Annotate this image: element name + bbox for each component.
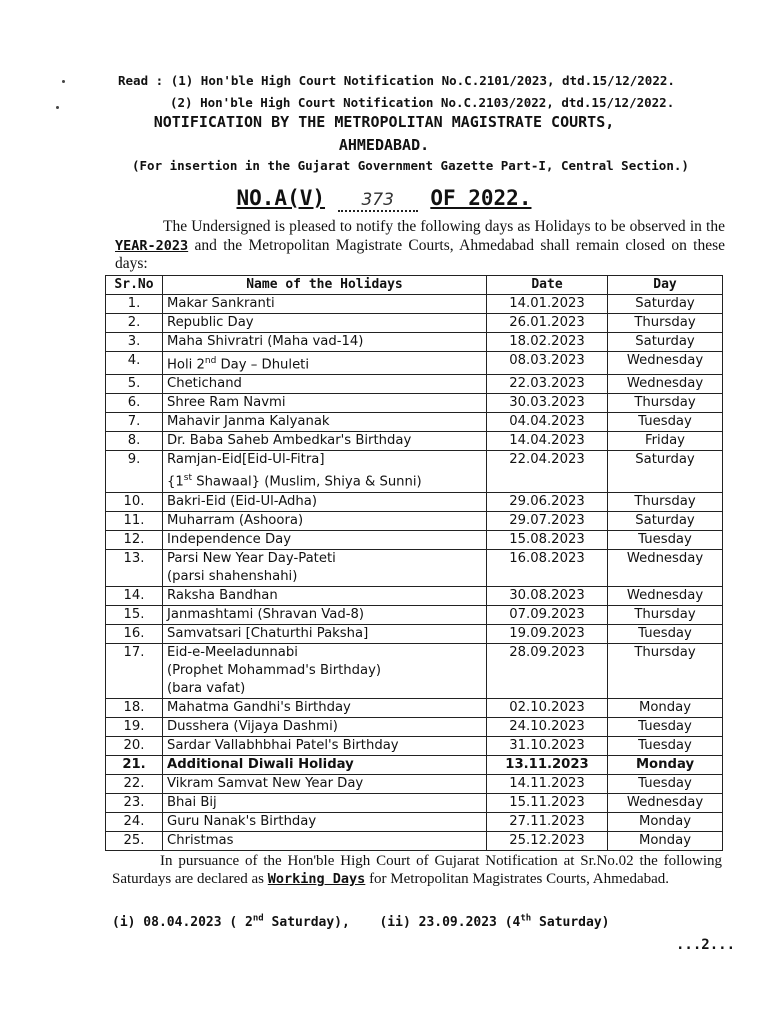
cell-sr-no: 12. xyxy=(106,530,163,549)
cell-day: Saturday xyxy=(608,295,723,314)
gazette-insertion-note: (For insertion in the Gujarat Government Gazette Part-I, Central Section.) xyxy=(132,158,689,173)
cell-date: 29.07.2023 xyxy=(487,511,608,530)
cell-sr-no: 1. xyxy=(106,295,163,314)
holiday-name-line: Christmas xyxy=(167,832,234,848)
holiday-name-line: Mahavir Janma Kalyanak xyxy=(167,414,330,430)
cell-sr-no: 16. xyxy=(106,624,163,643)
table-row xyxy=(106,333,723,352)
header-sr-no: Sr.No xyxy=(106,276,163,295)
cell-sr-no: 13. xyxy=(106,549,163,586)
holiday-name-line: (Prophet Mohammad's Birthday) xyxy=(167,662,382,678)
cell-day: Saturday xyxy=(608,333,723,352)
table-row xyxy=(106,492,723,511)
cell-sr-no: 9. xyxy=(106,451,163,492)
holiday-name-line: Guru Nanak's Birthday xyxy=(167,813,317,829)
cell-holiday-name xyxy=(163,492,487,511)
cell-sr-no: 8. xyxy=(106,432,163,451)
cell-holiday-name xyxy=(163,643,487,698)
table-row xyxy=(106,643,723,698)
holiday-name-line: Independence Day xyxy=(167,531,292,547)
cell-sr-no: 11. xyxy=(106,511,163,530)
holiday-name-line: Janmashtami (Shravan Vad-8) xyxy=(167,606,364,622)
cell-day: Wednesday xyxy=(608,549,723,586)
cell-day: Monday xyxy=(608,812,723,831)
cell-holiday-name xyxy=(163,432,487,451)
notification-number xyxy=(0,186,768,212)
table-row xyxy=(106,314,723,333)
table-row xyxy=(106,432,723,451)
table-row xyxy=(106,413,723,432)
holiday-name-line: Chetichand xyxy=(167,376,242,392)
cell-holiday-name xyxy=(163,314,487,333)
cell-date: 30.03.2023 xyxy=(487,394,608,413)
header-date: Date xyxy=(487,276,608,295)
header-day: Day xyxy=(608,276,723,295)
cell-holiday-name xyxy=(163,831,487,850)
holiday-table xyxy=(105,275,723,851)
table-row xyxy=(106,736,723,755)
cell-date: 15.08.2023 xyxy=(487,530,608,549)
holiday-table-body xyxy=(106,295,723,851)
holiday-name-line: Samvatsari [Chaturthi Paksha] xyxy=(167,625,369,641)
cell-sr-no: 25. xyxy=(106,831,163,850)
cell-date: 25.12.2023 xyxy=(487,831,608,850)
cell-day: Tuesday xyxy=(608,717,723,736)
pursuance-text-after: for Metropolitan Magistrates Courts, Ahmedabad. xyxy=(369,871,670,887)
cell-day: Tuesday xyxy=(608,530,723,549)
cell-date: 14.11.2023 xyxy=(487,774,608,793)
table-row xyxy=(106,812,723,831)
table-row xyxy=(106,375,723,394)
table-header-row xyxy=(106,276,723,295)
next-page-marker: ...2... xyxy=(676,937,736,953)
holiday-name-line: Muharram (Ashoora) xyxy=(167,512,304,528)
cell-day: Wednesday xyxy=(608,352,723,375)
cell-date: 16.08.2023 xyxy=(487,549,608,586)
table-row xyxy=(106,698,723,717)
cell-sr-no: 21. xyxy=(106,755,163,774)
cell-day: Monday xyxy=(608,831,723,850)
cell-holiday-name xyxy=(163,774,487,793)
cell-date: 19.09.2023 xyxy=(487,624,608,643)
holiday-name-line: Bhai Bij xyxy=(167,794,217,810)
cell-date: 13.11.2023 xyxy=(487,755,608,774)
cell-date: 28.09.2023 xyxy=(487,643,608,698)
cell-date: 04.04.2023 xyxy=(487,413,608,432)
holiday-name-line: Makar Sankranti xyxy=(167,296,275,311)
cell-holiday-name xyxy=(163,605,487,624)
cell-day: Thursday xyxy=(608,643,723,698)
cell-sr-no: 10. xyxy=(106,492,163,511)
cell-date: 02.10.2023 xyxy=(487,698,608,717)
cell-holiday-name xyxy=(163,530,487,549)
cell-holiday-name xyxy=(163,698,487,717)
holiday-name-line: Eid-e-Meeladunnabi xyxy=(167,644,298,660)
holiday-name-line: Additional Diwali Holiday xyxy=(167,756,354,772)
holiday-name-line: Ramjan-Eid[Eid-Ul-Fitra] xyxy=(167,452,325,468)
cell-sr-no: 15. xyxy=(106,605,163,624)
read-label: Read : xyxy=(118,73,164,88)
cell-holiday-name xyxy=(163,755,487,774)
cell-sr-no: 3. xyxy=(106,333,163,352)
cell-sr-no: 4. xyxy=(106,352,163,375)
table-row xyxy=(106,774,723,793)
cell-sr-no: 17. xyxy=(106,643,163,698)
holiday-name-line: Maha Shivratri (Maha vad-14) xyxy=(167,334,364,349)
table-row xyxy=(106,755,723,774)
cell-sr-no: 22. xyxy=(106,774,163,793)
table-row xyxy=(106,605,723,624)
read-references xyxy=(118,70,675,114)
cell-sr-no: 24. xyxy=(106,812,163,831)
holiday-name-line: Dr. Baba Saheb Ambedkar's Birthday xyxy=(167,433,412,449)
cell-date: 30.08.2023 xyxy=(487,586,608,605)
holiday-name-line: Republic Day xyxy=(167,315,254,330)
table-row xyxy=(106,295,723,314)
cell-holiday-name xyxy=(163,352,487,375)
cell-holiday-name xyxy=(163,375,487,394)
table-row xyxy=(106,511,723,530)
cell-sr-no: 7. xyxy=(106,413,163,432)
table-row xyxy=(106,831,723,850)
cell-day: Monday xyxy=(608,698,723,717)
cell-day: Thursday xyxy=(608,394,723,413)
read-reference-2: (2) Hon'ble High Court Notification No.C.2103/2022, dtd.15/12/2022. xyxy=(170,95,675,110)
holiday-name-line: Bakri-Eid (Eid-Ul-Adha) xyxy=(167,493,317,509)
cell-holiday-name xyxy=(163,413,487,432)
holiday-name-line: Vikram Samvat New Year Day xyxy=(167,775,364,791)
holiday-name-line: (bara vafat) xyxy=(167,680,246,696)
holiday-name-line: Dusshera (Vijaya Dashmi) xyxy=(167,718,338,734)
cell-sr-no: 2. xyxy=(106,314,163,333)
cell-holiday-name xyxy=(163,793,487,812)
cell-date: 24.10.2023 xyxy=(487,717,608,736)
holiday-name-line: Sardar Vallabhbhai Patel's Birthday xyxy=(167,737,399,753)
cell-day: Thursday xyxy=(608,605,723,624)
intro-text-after: and the Metropolitan Magistrate Courts, Ahmedabad shall remain closed on these days: xyxy=(115,236,726,272)
cell-day: Monday xyxy=(608,755,723,774)
table-row xyxy=(106,352,723,375)
read-reference-1: (1) Hon'ble High Court Notification No.C.2101/2023, dtd.15/12/2022. xyxy=(170,73,675,88)
cell-holiday-name xyxy=(163,812,487,831)
cell-holiday-name xyxy=(163,549,487,586)
cell-day: Wednesday xyxy=(608,793,723,812)
working-saturdays xyxy=(112,914,610,930)
cell-holiday-name xyxy=(163,451,487,492)
cell-holiday-name xyxy=(163,586,487,605)
cell-day: Tuesday xyxy=(608,624,723,643)
intro-year: YEAR-2023 xyxy=(115,237,189,254)
notification-heading: NOTIFICATION BY THE METROPOLITAN MAGISTRATE COURTS, xyxy=(153,113,615,131)
cell-date: 15.11.2023 xyxy=(487,793,608,812)
cell-sr-no: 5. xyxy=(106,375,163,394)
header-holiday-name: Name of the Holidays xyxy=(163,276,487,295)
cell-day: Saturday xyxy=(608,451,723,492)
cell-date: 26.01.2023 xyxy=(487,314,608,333)
notification-heading-city: AHMEDABAD. xyxy=(338,136,430,154)
cell-day: Tuesday xyxy=(608,774,723,793)
cell-date: 14.04.2023 xyxy=(487,432,608,451)
cell-day: Tuesday xyxy=(608,736,723,755)
cell-date: 07.09.2023 xyxy=(487,605,608,624)
cell-date: 18.02.2023 xyxy=(487,333,608,352)
cell-holiday-name xyxy=(163,624,487,643)
table-row xyxy=(106,586,723,605)
holiday-name-line: Parsi New Year Day-Pateti xyxy=(167,550,336,566)
cell-sr-no: 6. xyxy=(106,394,163,413)
cell-day: Tuesday xyxy=(608,413,723,432)
table-row xyxy=(106,530,723,549)
holiday-name-line: Shree Ram Navmi xyxy=(167,395,286,411)
table-row xyxy=(106,717,723,736)
notification-number-suffix: OF 2022. xyxy=(430,186,532,210)
working-days-label: Working Days xyxy=(267,871,366,887)
cell-day: Wednesday xyxy=(608,375,723,394)
holiday-name-line: Holi 2nd Day – Dhuleti xyxy=(167,356,310,373)
holiday-name-line: {1st Shawaal} (Muslim, Shiya & Sunni) xyxy=(167,473,422,490)
table-row xyxy=(106,624,723,643)
cell-date: 08.03.2023 xyxy=(487,352,608,375)
cell-date: 31.10.2023 xyxy=(487,736,608,755)
cell-sr-no: 14. xyxy=(106,586,163,605)
cell-holiday-name xyxy=(163,394,487,413)
table-row xyxy=(106,549,723,586)
cell-date: 27.11.2023 xyxy=(487,812,608,831)
cell-date: 14.01.2023 xyxy=(487,295,608,314)
table-row xyxy=(106,793,723,812)
cell-date: 22.04.2023 xyxy=(487,451,608,492)
holiday-name-line: Mahatma Gandhi's Birthday xyxy=(167,699,351,715)
cell-holiday-name xyxy=(163,333,487,352)
pursuance-text-before: In pursuance of the Hon'ble High Court of Gujarat Notification at Sr.No.02 the following Saturdays are declared as xyxy=(112,853,722,887)
intro-paragraph xyxy=(115,218,725,274)
cell-sr-no: 19. xyxy=(106,717,163,736)
cell-sr-no: 20. xyxy=(106,736,163,755)
cell-day: Saturday xyxy=(608,511,723,530)
cell-day: Friday xyxy=(608,432,723,451)
cell-day: Thursday xyxy=(608,314,723,333)
working-days-paragraph xyxy=(112,852,722,888)
scan-speck xyxy=(56,106,59,109)
table-row xyxy=(106,451,723,492)
table-row xyxy=(106,394,723,413)
cell-holiday-name xyxy=(163,717,487,736)
cell-holiday-name xyxy=(163,511,487,530)
holiday-name-line: (parsi shahenshahi) xyxy=(167,568,298,584)
intro-text-before: The Undersigned is pleased to notify the following days as Holidays to be observed in the xyxy=(163,218,725,235)
cell-holiday-name xyxy=(163,295,487,314)
working-saturday-2: (ii) 23.09.2023 (4th Saturday) xyxy=(379,914,610,931)
cell-holiday-name xyxy=(163,736,487,755)
working-saturday-1: (i) 08.04.2023 ( 2nd Saturday), xyxy=(112,914,350,931)
notification-number-prefix: NO.A(V) xyxy=(236,186,326,210)
holiday-name-line: Raksha Bandhan xyxy=(167,587,278,603)
scan-speck xyxy=(62,80,65,83)
cell-sr-no: 23. xyxy=(106,793,163,812)
handwritten-number: 373 xyxy=(338,190,418,212)
cell-day: Thursday xyxy=(608,492,723,511)
cell-sr-no: 18. xyxy=(106,698,163,717)
cell-day: Wednesday xyxy=(608,586,723,605)
cell-date: 29.06.2023 xyxy=(487,492,608,511)
cell-date: 22.03.2023 xyxy=(487,375,608,394)
